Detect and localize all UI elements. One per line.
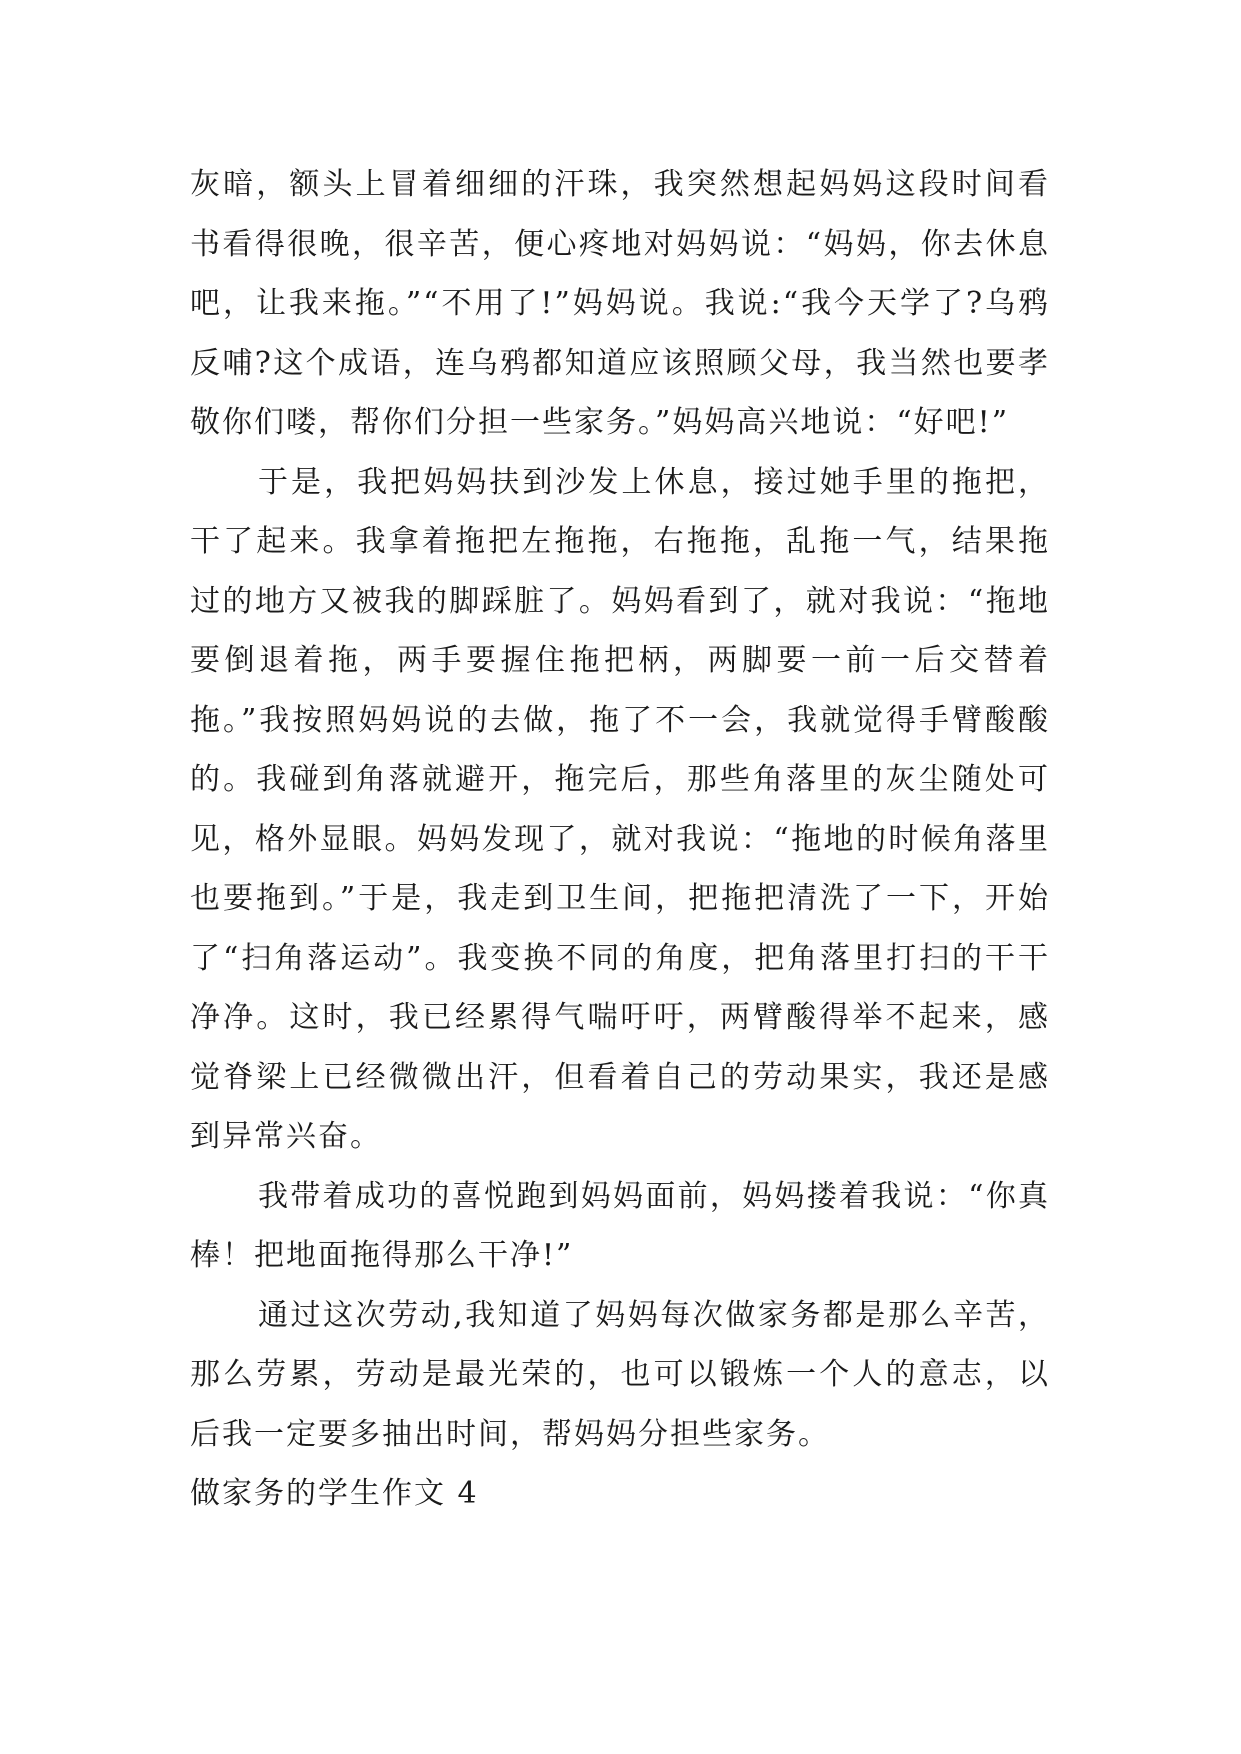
paragraph-mopping: 于是，我把妈妈扶到沙发上休息，接过她手里的拖把，干了起来。我拿着拖把左拖拖，右拖拖，乱拖一气，结果拖过的地方又被我的脚踩脏了。妈妈看到了，就对我说：“拖地要倒退着拖，两手要握住拖把柄，两脚要一前一后交替着拖。”我按照妈妈说的去做，拖了不一会，我就觉得手臂酸酸的。我碰到角落就避开，拖完后，那些角落里的灰尘随处可见，格外显眼。妈妈发现了，就对我说：“拖地的时候角落里也要拖到。”于是，我走到卫生间，把拖把清洗了一下，开始了“扫角落运动”。我变换不同的角度，把角落里打扫的干干净净。这时，我已经累得气喘吁吁，两臂酸得举不起来，感觉脊梁上已经微微出汗，但看着自己的劳动果实，我还是感到异常兴奋。: [190, 464, 1050, 1154]
paragraph-continuation: 灰暗，额头上冒着细细的汗珠，我突然想起妈妈这段时间看书看得很晚，很辛苦，便心疼地对妈妈说：“妈妈，你去休息吧，让我来拖。”“不用了!”妈妈说。我说:“我今天学了?乌鸦反哺?这个成语，连乌鸦都知道应该照顾父母，我当然也要孝敬你们喽，帮你们分担一些家务。”妈妈高兴地说：“好吧!”: [190, 167, 1050, 440]
section-heading: 做家务的学生作文 4: [190, 1476, 479, 1511]
paragraph-conclusion: 通过这次劳动,我知道了妈妈每次做家务都是那么辛苦，那么劳累，劳动是最光荣的，也可以锻炼一个人的意志，以后我一定要多抽出时间，帮妈妈分担些家务。: [190, 1297, 1050, 1452]
paragraph-praise: 我带着成功的喜悦跑到妈妈面前，妈妈搂着我说：“你真棒！把地面拖得那么干净!”: [190, 1178, 1050, 1273]
document-page: [190, 155, 1050, 1524]
